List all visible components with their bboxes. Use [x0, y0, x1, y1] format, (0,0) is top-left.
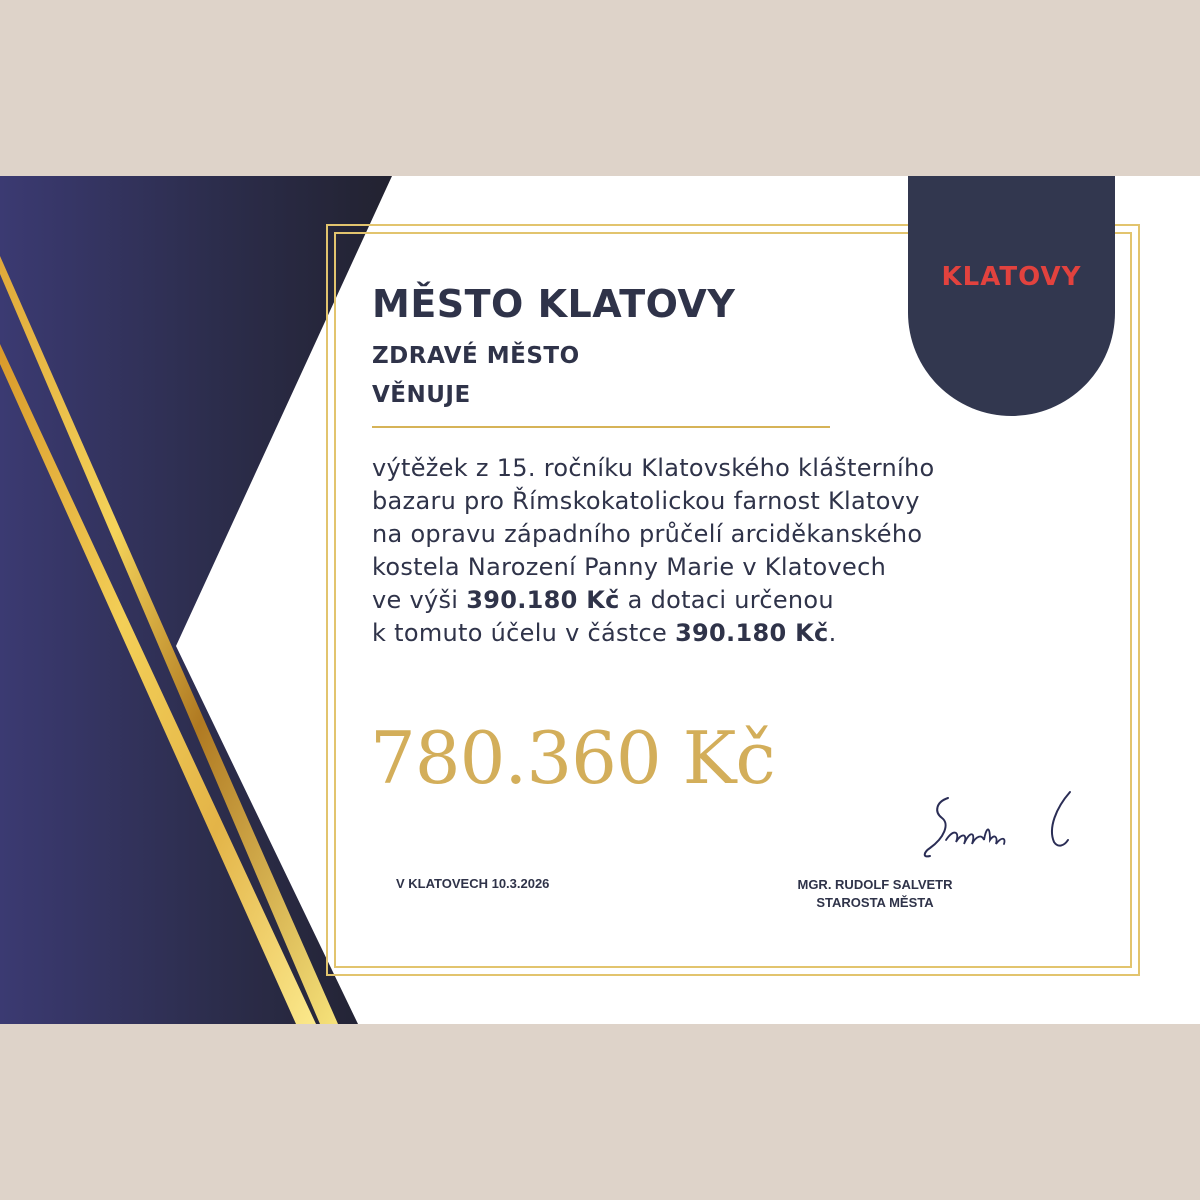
body-line-5	[372, 584, 1112, 617]
logo-tab	[908, 176, 1115, 416]
signer-name: MGR. RUDOLF SALVETR	[797, 877, 953, 892]
body-line-6-rest: .	[828, 619, 837, 647]
total-amount: 780.360 Kč	[370, 716, 775, 800]
title-divider	[372, 426, 830, 428]
certificate-body	[372, 452, 1112, 650]
certificate-subtitle: ZDRAVÉ MĚSTO	[372, 343, 580, 369]
signer-title: STAROSTA MĚSTA	[816, 895, 934, 910]
mayor-signature	[920, 788, 1080, 868]
subsidy-amount: 390.180 Kč	[675, 619, 829, 647]
signer-block	[775, 876, 975, 912]
certificate	[0, 176, 1200, 1024]
body-line-2: bazaru pro Římskokatolickou farnost Klatovy	[372, 487, 920, 515]
bazaar-amount: 390.180 Kč	[466, 586, 620, 614]
body-line-3: na opravu západního průčelí arciděkanského	[372, 520, 923, 548]
body-line-4: kostela Narození Panny Marie v Klatovech	[372, 553, 887, 581]
body-line-5-rest: a dotaci určenou	[619, 586, 834, 614]
klatovy-logo: KLATOVY	[941, 262, 1082, 292]
body-line-6	[372, 617, 1112, 650]
body-line-6-text: k tomuto účelu v částce	[372, 619, 676, 647]
body-line-1: výtěžek z 15. ročníku Klatovského klášterního	[372, 454, 935, 482]
place-date: V KLATOVECH 10.3.2026	[396, 876, 550, 891]
body-line-5-text: ve výši	[372, 586, 467, 614]
certificate-title: MĚSTO KLATOVY	[372, 282, 736, 326]
certificate-dedication: VĚNUJE	[372, 382, 471, 408]
